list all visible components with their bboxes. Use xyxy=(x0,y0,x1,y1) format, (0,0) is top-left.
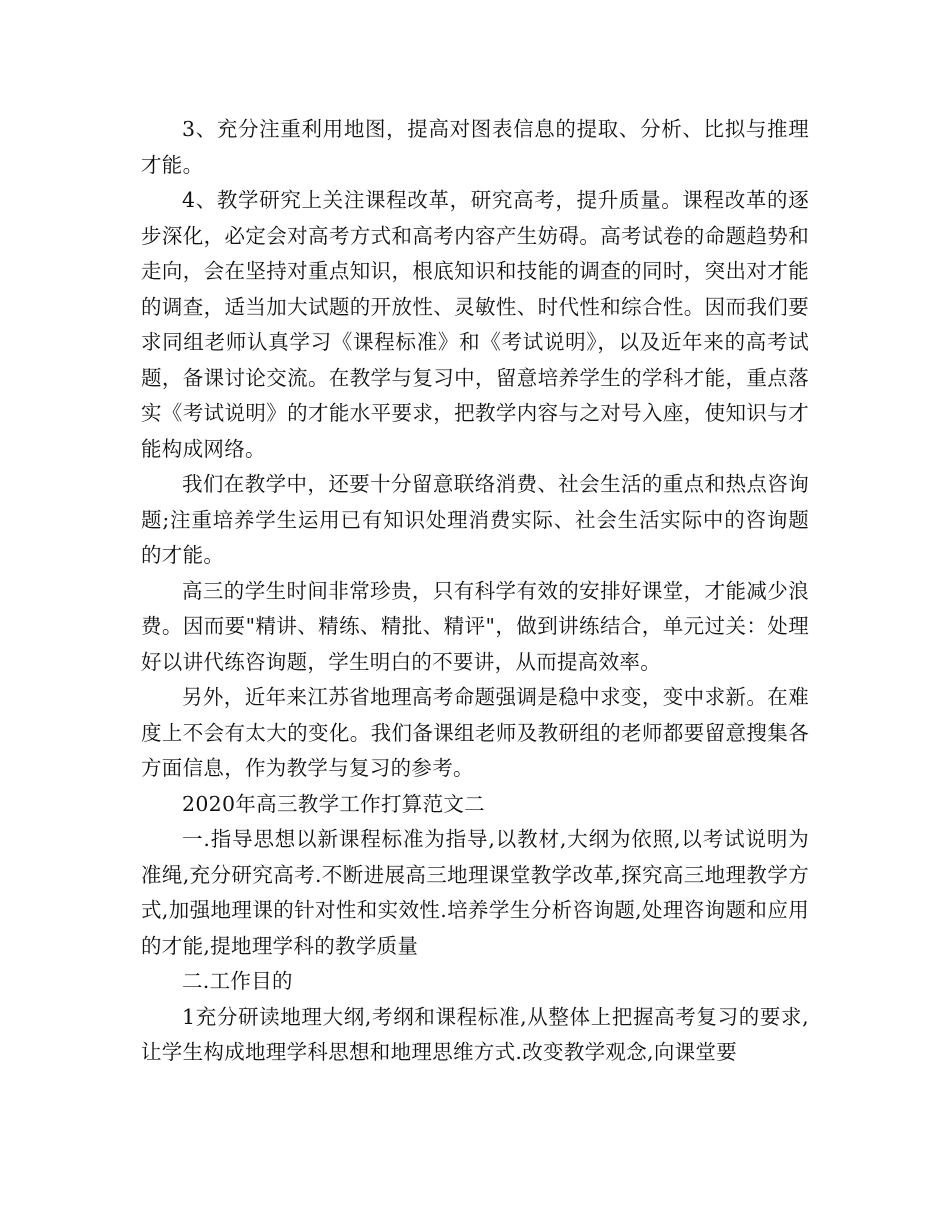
paragraph-social-issues: 我们在教学中，还要十分留意联络消费、社会生活的重点和热点咨询题;注重培养学生运用已有知识处理消费实际、社会生活实际中的咨询题的才能。 xyxy=(141,472,809,567)
section-heading-sample-two: 2020年高三教学工作打算范文二 xyxy=(182,791,485,816)
paragraph-class-efficiency: 高三的学生时间非常珍贵，只有科学有效的安排好课堂，才能减少浪费。因而要"精讲、精练、精批、精评"，做到讲练结合，单元过关：处理好以讲代练咨询题，学生明白的不要讲，从而提高效率。 xyxy=(141,578,809,674)
paragraph-goal-one: 1充分研读地理大纲,考纲和课程标准,从整体上把握高考复习的要求,让学生构成地理学科思想和地理思维方式.改变教学观念,向课堂要 xyxy=(141,1004,809,1064)
document-body xyxy=(141,112,809,1071)
section-heading-work-goals: 二.工作目的 xyxy=(182,969,293,993)
paragraph-map-skills: 3、充分注重利用地图，提高对图表信息的提取、分析、比拟与推理才能。 xyxy=(141,117,809,177)
paragraph-curriculum-reform: 4、教学研究上关注课程改革，研究高考，提升质量。课程改革的逐步深化，必定会对高考方式和高考内容产生妨碍。高考试卷的命题趋势和走向，会在坚持对重点知识，根底知识和技能的调查的同时，突出对才能的调查，适当加大试题的开放性、灵敏性、时代性和综合性。因而我们要求同组老师认真学习《课程标准》和《考试说明》，以及近年来的高考试题，备课讨论交流。在教学与复习中，留意培养学生的学科才能，重点落实《考试说明》的才能水平要求，把教学内容与之对号入座，使知识与才能构成网络。 xyxy=(141,188,809,461)
paragraph-jiangsu-exam: 另外，近年来江苏省地理高考命题强调是稳中求变，变中求新。在难度上不会有太大的变化。我们备课组老师及教研组的老师都要留意搜集各方面信息，作为教学与复习的参考。 xyxy=(141,685,809,780)
paragraph-guiding-thought: 一.指导思想以新课程标准为指导,以教材,大纲为依照,以考试说明为准绳,充分研究高考.不断进展高三地理课堂教学改革,探究高三地理教学方式,加强地理课的针对性和实效性.培养学生分析咨询题,处理咨询题和应用的才能,提地理学科的教学质量 xyxy=(141,827,809,958)
